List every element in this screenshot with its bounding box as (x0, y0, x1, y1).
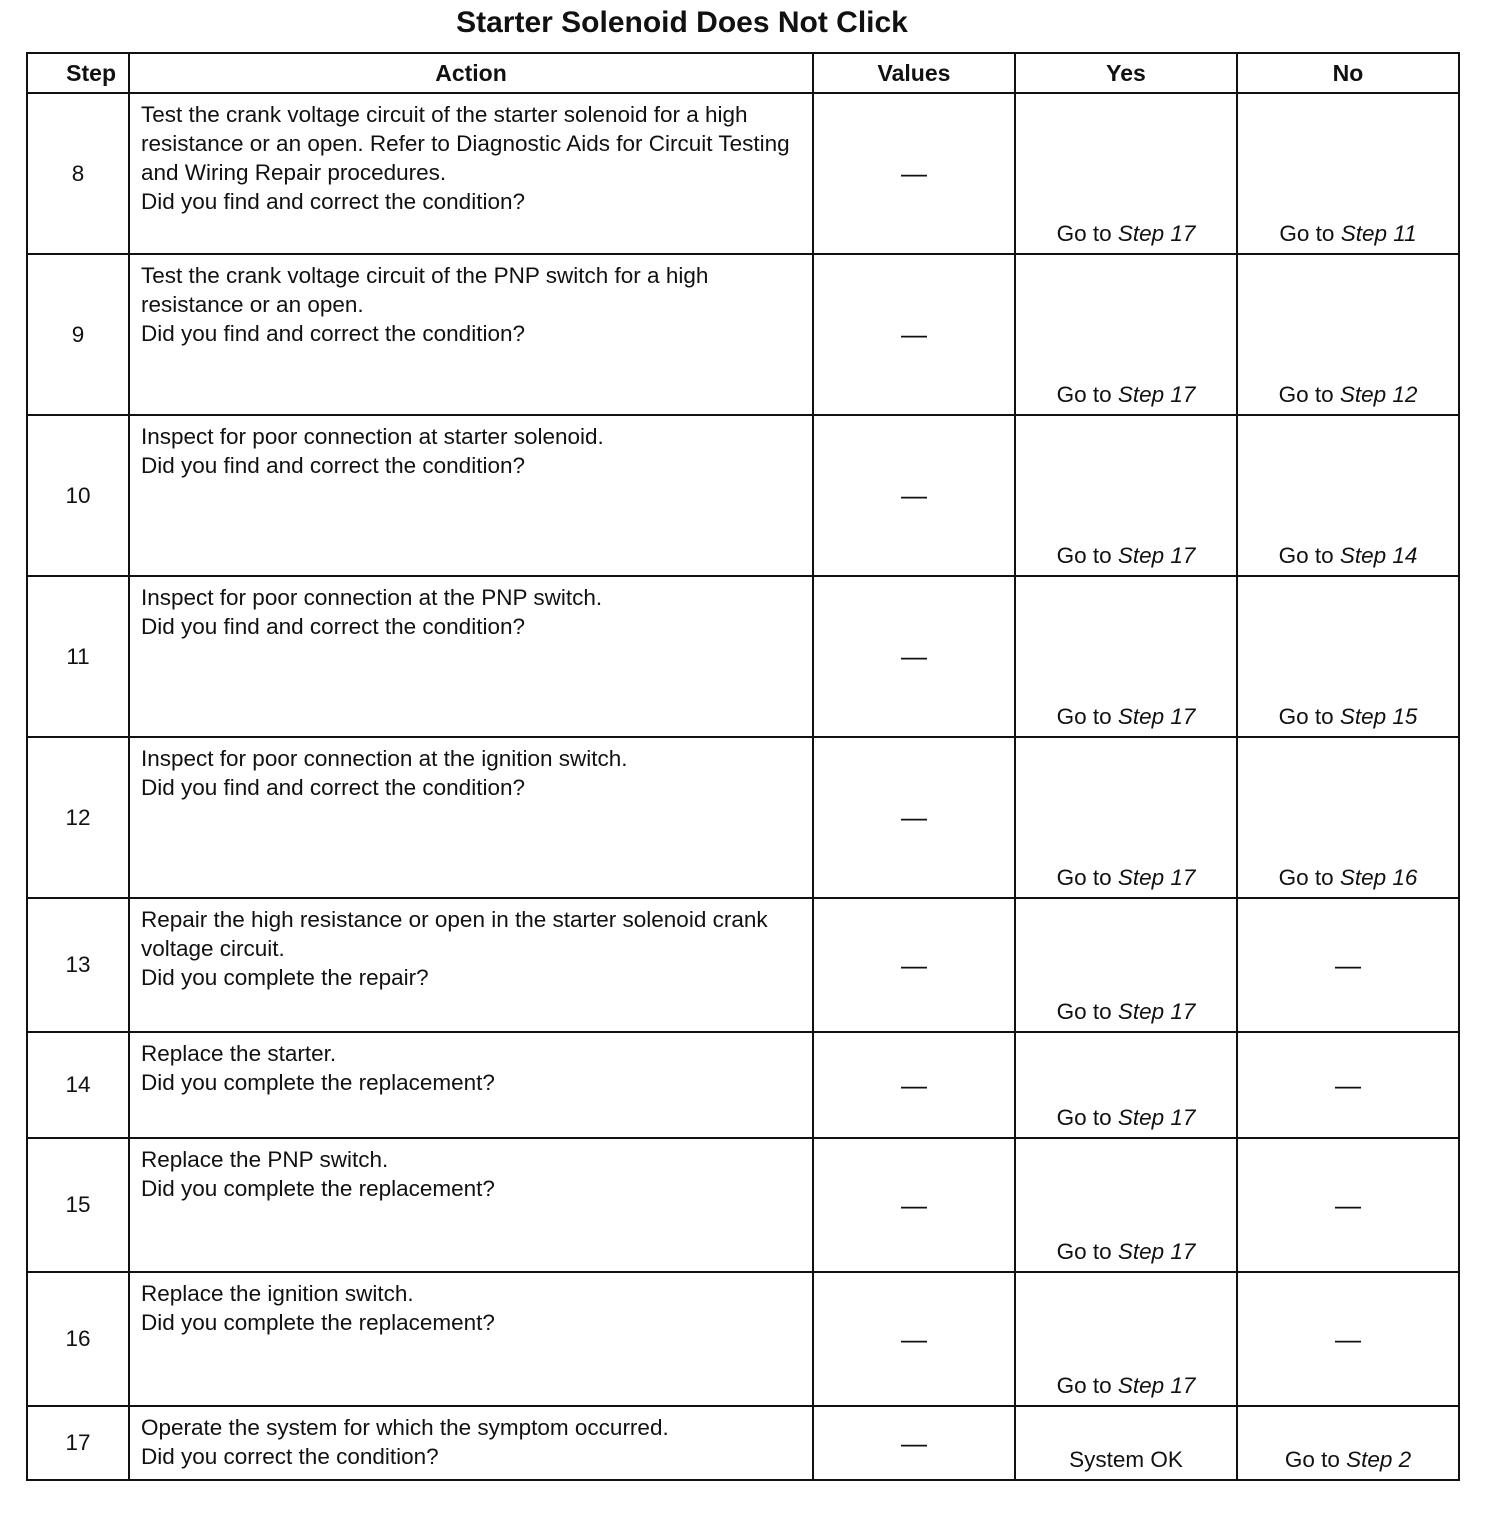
yes-prefix: Go to (1056, 382, 1112, 407)
yes-prefix: Go to (1056, 999, 1112, 1024)
no-cell (1237, 576, 1459, 737)
yes-cell (1015, 898, 1237, 1032)
no-cell (1237, 93, 1459, 254)
no-cell: — (1237, 1032, 1459, 1138)
yes-cell (1015, 1138, 1237, 1272)
no-step-link[interactable]: Step 14 (1339, 543, 1418, 568)
action-question: Did you find and correct the condition? (141, 614, 525, 639)
step-number: 8 (27, 93, 129, 254)
yes-prefix: Go to (1056, 704, 1112, 729)
table-row (27, 1032, 1459, 1138)
no-cell: — (1237, 1138, 1459, 1272)
header-row (27, 53, 1459, 93)
yes-step-link[interactable]: Step 17 (1117, 221, 1196, 246)
no-cell: — (1237, 1272, 1459, 1406)
no-cell: — (1237, 898, 1459, 1032)
action-text: Repair the high resistance or open in the starter solenoid crank voltage circuit. (141, 907, 768, 961)
action-text: Replace the starter. (141, 1041, 337, 1066)
action-text: Operate the system for which the symptom occurred. (141, 1415, 669, 1440)
yes-prefix: Go to (1056, 543, 1112, 568)
header-action: Action (129, 53, 813, 93)
yes-cell (1015, 93, 1237, 254)
table-row (27, 1272, 1459, 1406)
action-question: Did you find and correct the condition? (141, 321, 525, 346)
action-cell (129, 93, 813, 254)
yes-step-link[interactable]: Step 17 (1117, 1239, 1196, 1264)
no-step-link[interactable]: Step 11 (1340, 221, 1417, 246)
no-cell (1237, 1406, 1459, 1480)
yes-prefix: Go to (1056, 1105, 1112, 1130)
step-number: 12 (27, 737, 129, 898)
action-text: Replace the ignition switch. (141, 1281, 414, 1306)
yes-step-link[interactable]: Step 17 (1117, 1373, 1196, 1398)
table-row (27, 415, 1459, 576)
table-row (27, 254, 1459, 415)
action-text: Inspect for poor connection at the ignition switch. (141, 746, 628, 771)
yes-step-link[interactable]: Step 17 (1117, 999, 1196, 1024)
no-step-link[interactable]: Step 15 (1339, 704, 1418, 729)
table-row (27, 737, 1459, 898)
table-row (27, 1138, 1459, 1272)
yes-cell (1015, 576, 1237, 737)
step-number: 16 (27, 1272, 129, 1406)
action-cell (129, 1272, 813, 1406)
yes-prefix: Go to (1056, 865, 1112, 890)
table-row (27, 898, 1459, 1032)
values-cell: — (813, 415, 1015, 576)
table-row (27, 1406, 1459, 1480)
table-row (27, 576, 1459, 737)
yes-prefix: Go to (1056, 1239, 1112, 1264)
yes-cell (1015, 254, 1237, 415)
no-prefix: Go to (1279, 221, 1335, 246)
action-cell (129, 737, 813, 898)
diagnostic-table (26, 52, 1460, 1481)
values-cell: — (813, 1032, 1015, 1138)
action-cell (129, 898, 813, 1032)
step-number: 17 (27, 1406, 129, 1480)
yes-prefix: Go to (1056, 221, 1112, 246)
step-number: 9 (27, 254, 129, 415)
step-number: 15 (27, 1138, 129, 1272)
header-step: Step (27, 53, 129, 93)
yes-cell (1015, 415, 1237, 576)
action-cell (129, 1138, 813, 1272)
action-question: Did you find and correct the condition? (141, 775, 525, 800)
action-text: Inspect for poor connection at starter solenoid. (141, 424, 604, 449)
action-text: Test the crank voltage circuit of the starter solenoid for a high resistance or an open. Refer to Diagnostic Aids for Circuit Testing and Wiring Repair procedures. (141, 102, 790, 185)
values-cell: — (813, 1272, 1015, 1406)
step-number: 13 (27, 898, 129, 1032)
no-prefix: Go to (1284, 1447, 1340, 1472)
header-values: Values (813, 53, 1015, 93)
no-step-link[interactable]: Step 12 (1339, 382, 1418, 407)
values-cell: — (813, 93, 1015, 254)
yes-cell (1015, 1032, 1237, 1138)
yes-cell (1015, 737, 1237, 898)
action-question: Did you find and correct the condition? (141, 189, 525, 214)
action-text: Replace the PNP switch. (141, 1147, 389, 1172)
no-prefix: Go to (1278, 865, 1334, 890)
yes-cell (1015, 1272, 1237, 1406)
action-question: Did you complete the replacement? (141, 1310, 495, 1335)
action-cell (129, 254, 813, 415)
no-step-link[interactable]: Step 2 (1346, 1447, 1412, 1472)
action-question: Did you complete the replacement? (141, 1176, 495, 1201)
yes-step-link[interactable]: Step 17 (1117, 543, 1196, 568)
table-row (27, 93, 1459, 254)
header-yes: Yes (1015, 53, 1237, 93)
yes-step-link[interactable]: Step 17 (1117, 704, 1196, 729)
step-number: 10 (27, 415, 129, 576)
action-question: Did you complete the repair? (141, 965, 429, 990)
step-number: 14 (27, 1032, 129, 1138)
values-cell: — (813, 1406, 1015, 1480)
action-cell (129, 1406, 813, 1480)
page-title: Starter Solenoid Does Not Click (456, 6, 908, 39)
header-no: No (1237, 53, 1459, 93)
values-cell: — (813, 1138, 1015, 1272)
no-cell (1237, 737, 1459, 898)
action-question: Did you complete the replacement? (141, 1070, 495, 1095)
values-cell: — (813, 254, 1015, 415)
yes-step-link[interactable]: Step 17 (1117, 1105, 1196, 1130)
no-prefix: Go to (1278, 543, 1334, 568)
action-text: Inspect for poor connection at the PNP switch. (141, 585, 603, 610)
step-number: 11 (27, 576, 129, 737)
action-question: Did you correct the condition? (141, 1444, 439, 1469)
values-cell: — (813, 737, 1015, 898)
yes-prefix: Go to (1056, 1373, 1112, 1398)
no-prefix: Go to (1278, 382, 1334, 407)
action-text: Test the crank voltage circuit of the PNP switch for a high resistance or an open. (141, 263, 709, 317)
values-cell: — (813, 898, 1015, 1032)
yes-step-link[interactable]: Step 17 (1117, 865, 1196, 890)
values-cell: — (813, 576, 1015, 737)
no-cell (1237, 254, 1459, 415)
no-cell (1237, 415, 1459, 576)
action-cell (129, 415, 813, 576)
action-question: Did you find and correct the condition? (141, 453, 525, 478)
no-step-link[interactable]: Step 16 (1339, 865, 1418, 890)
yes-step-link[interactable]: Step 17 (1117, 382, 1196, 407)
action-cell (129, 576, 813, 737)
action-cell (129, 1032, 813, 1138)
yes-cell: System OK (1015, 1406, 1237, 1480)
no-prefix: Go to (1278, 704, 1334, 729)
